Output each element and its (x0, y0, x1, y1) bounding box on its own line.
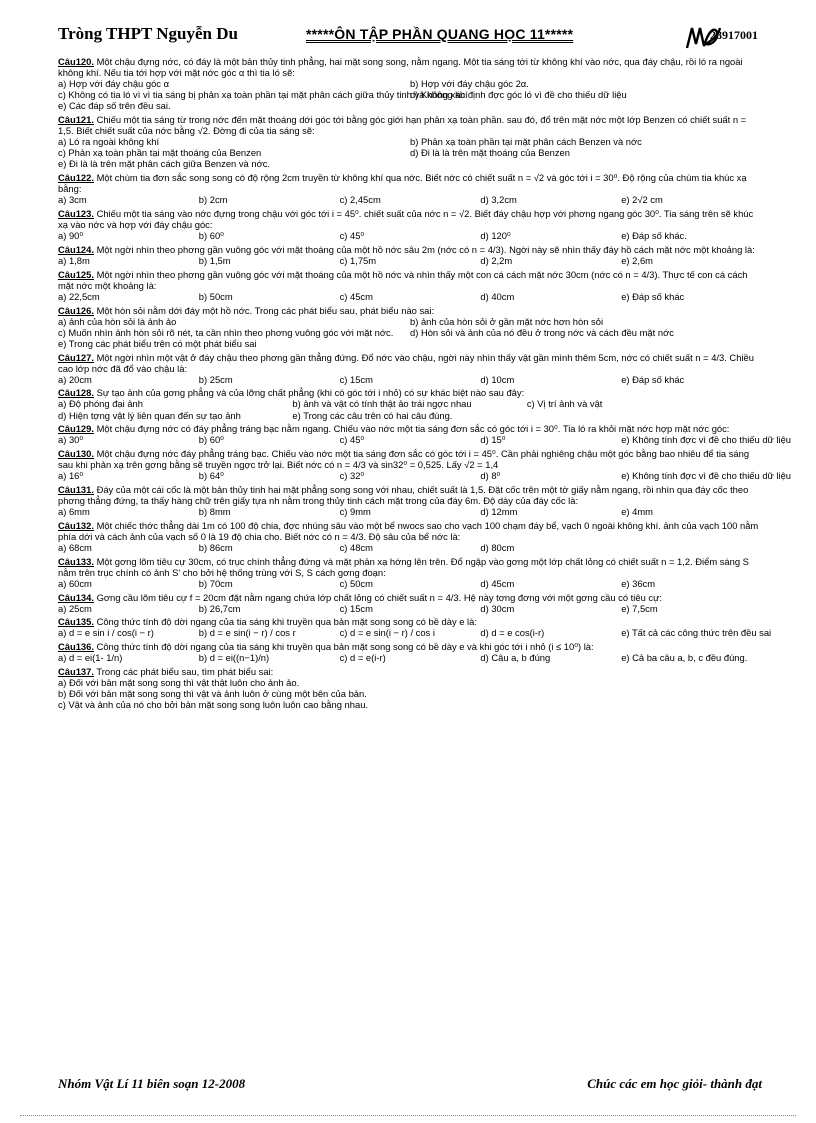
question-number: Câu125. (58, 268, 94, 280)
answer-option: b) 60⁰ (198, 230, 224, 242)
question-text: Công thức tính độ dời ngang của tia sáng khi truyền qua bản mặt song song có bề dày e là: (96, 616, 477, 628)
question-stem (58, 305, 762, 316)
answer-option: b) d = ei((n−1)/n) (198, 652, 270, 664)
answer-options (58, 542, 762, 553)
answer-option: e) Trong các phát biểu trên có một phát biểu sai (58, 337, 257, 349)
answer-option: e) Không tính đợc vì đề cho thiếu dữ liệu (621, 434, 792, 446)
answer-option: c) d = e sin(i − r) / cos i (339, 627, 435, 639)
answer-option: a) Đối với bản mặt song song thì vật thật luôn cho ảnh ảo. (58, 676, 300, 688)
question-text: Một chậu đựng nớc, có đáy là một bản thủy tinh phẳng, hai mặt song song, nằm ngang. Một tia sáng tới từ không khí vào nớc, qua đáy chậu, rồi ló ra ngoài không khí. Nếu tia tới hợp với mặt nớc góc α thì tia ló sẽ: (58, 56, 743, 79)
answer-option: a) 22,5cm (58, 290, 100, 302)
question-block (58, 387, 762, 420)
question-block (58, 269, 762, 302)
question-block (58, 641, 762, 663)
answer-options (58, 578, 762, 589)
answer-option: b) 60⁰ (198, 434, 224, 446)
answer-option: b) Phản xạ toàn phần tại mặt phân cách Benzen và nớc (410, 136, 642, 148)
answer-option: a) 6mm (58, 506, 90, 518)
answer-option: c) 9mm (339, 506, 371, 518)
question-number: Câu134. (58, 591, 94, 603)
question-stem (58, 666, 762, 677)
question-text: Công thức tính độ dời ngang của tia sáng khi truyền qua bản mặt song song có bề dày e và khi góc tới i nhỏ (i ≤ 10⁰) là: (96, 641, 594, 653)
answer-option: c) Muốn nhìn ảnh hòn sỏi rõ nét, ta cần nhìn theo phơng vuông góc với mặt nớc. (58, 326, 394, 338)
answer-options (58, 230, 762, 241)
answer-options (58, 627, 772, 639)
answer-option: c) 45cm (339, 290, 373, 302)
question-number: Câu131. (58, 483, 94, 495)
answer-option: d) Câu a, b đúng (480, 652, 551, 664)
answer-option: b) 50cm (198, 290, 233, 302)
question-stem (58, 592, 762, 603)
question-block (58, 172, 762, 205)
answer-option: e) Đáp số khác (621, 373, 685, 385)
document-title: *****ÔN TẬP PHẦN QUANG HỌC 11***** (306, 26, 574, 42)
answer-option: d) 80cm (480, 541, 515, 553)
question-block (58, 484, 762, 517)
question-number: Câu129. (58, 423, 94, 435)
question-stem (58, 208, 762, 230)
answer-option: c) 45⁰ (339, 434, 365, 446)
question-text: Một ngời nhìn theo phơng gần vuông góc với mặt thoáng của một hồ nớc sâu 2m (nớc có n = 4/3). Ngời này sẽ nhìn thấy đáy hồ cách mặt nớc một khoảng là: (96, 243, 755, 255)
answer-option: c) Phản xạ toàn phần tại mặt thoáng của Benzen (58, 147, 262, 159)
answer-option: b) 2cm (198, 194, 228, 206)
answer-options (58, 374, 762, 385)
answer-option: e) Cả ba câu a, b, c đều đúng. (621, 652, 748, 664)
question-number: Câu132. (58, 519, 94, 531)
answer-option: d) 3,2cm (480, 194, 517, 206)
answer-options (58, 677, 762, 710)
answer-option: c) 45⁰ (339, 230, 365, 242)
question-stem (58, 114, 762, 136)
answer-option: a) 90⁰ (58, 230, 84, 242)
question-text: Trong các phát biểu sau, tìm phát biểu sai: (96, 665, 274, 677)
question-stem (58, 520, 762, 542)
answer-option: e) Không tính đợc vì đề cho thiếu dữ liệu (621, 470, 792, 482)
question-block (58, 305, 762, 349)
question-text: Một ngời nhìn theo phơng gần vuông góc với mặt thoáng của một hồ nớc và nhìn thấy một con cá cách mặt nớc 30cm (nớc có n = 4/3). Thực tế con cá cách mặt nớc một khoảng là: (58, 268, 748, 291)
question-text: Đáy của một cái cốc là một bản thủy tinh hai mặt phẳng song song với nhau, chiết suất là 1,5. Đặt cốc trên một tờ giấy nằm ngang, rồi nhìn qua đáy cốc theo phơng thẳng đứng, ta thấy hàng chữ trên giấy tựa nh nằm trong thủy tinh cách mặt trong của đáy 6m. Độ dày của đáy cốc là: (58, 483, 749, 506)
answer-option: d) 2,2m (480, 254, 513, 266)
answer-option: d) 8⁰ (480, 470, 501, 482)
answer-option: a) 25cm (58, 602, 92, 614)
answer-option: a) d = e sin i / cos(i − r) (58, 627, 154, 639)
answer-option (621, 542, 762, 553)
answer-option: a) Hợp với đáy chậu góc α (58, 78, 169, 90)
answer-option: e) 4mm (621, 506, 653, 518)
answer-option: b) 26,7cm (198, 602, 241, 614)
answer-option: e) Đáp số khác (621, 290, 685, 302)
question-list (58, 56, 792, 713)
school-name: Tròng THPT Nguyễn Du (58, 24, 238, 43)
question-number: Câu122. (58, 172, 94, 184)
question-block (58, 616, 772, 639)
question-stem (58, 172, 762, 194)
question-stem (58, 244, 762, 255)
question-text: Một ngời nhìn một vật ở đáy chậu theo phơng gần thẳng đứng. Đổ nớc vào chậu, ngời này nhìn thấy vật gần mình thêm 5cm, nớc có chiết suất n = 4/3. Chiều cao lớp nớc đã đổ vào chậu là: (58, 351, 754, 374)
question-stem (58, 423, 762, 434)
answer-option: a) 1,8m (58, 254, 90, 266)
question-stem (58, 352, 762, 374)
answer-options (58, 291, 762, 302)
answer-option: c) 2,45cm (339, 194, 381, 206)
answer-option: a) 68cm (58, 541, 92, 553)
answer-option: d) 30cm (480, 602, 515, 614)
question-stem (58, 556, 762, 578)
question-block (58, 666, 762, 710)
answer-option: c) Không có tia ló vì vì tia sáng bị phản xạ toàn phần tại mặt phân cách giữa thủy tinh và không khí (58, 89, 468, 101)
answer-options (58, 470, 792, 482)
answer-option: e) 36cm (621, 577, 656, 589)
question-stem (58, 616, 762, 627)
question-number: Câu136. (58, 641, 94, 653)
answer-options (58, 316, 762, 349)
question-stem (58, 484, 762, 506)
question-number: Câu126. (58, 304, 94, 316)
question-number: Câu133. (58, 555, 94, 567)
answer-option: e) 7,5cm (621, 602, 658, 614)
answer-option: e) Đi là là trên mặt phân cách giữa Benzen và nớc. (58, 158, 271, 170)
answer-options (58, 398, 762, 420)
answer-option: c) 15cm (339, 602, 373, 614)
answer-option: e) Đáp số khác. (621, 230, 687, 242)
question-stem (58, 448, 762, 470)
answer-options (58, 506, 762, 517)
answer-option: c) 1,75m (339, 254, 377, 266)
answer-option: b) ảnh của hòn sỏi ở gần mặt nớc hơn hòn sỏi (410, 315, 604, 327)
answer-option: a) 3cm (58, 194, 87, 206)
question-text: Chiếu một tia sáng vào nớc đựng trong chậu với góc tới i = 45⁰. chiết suất của nớc n = √2. Biết đáy chậu hợp với phơng ngang góc 30⁰. Tia sáng trên sẽ khúc xạ vào nớc và hợp với đáy chậu góc: (58, 208, 754, 231)
answer-option: a) 16⁰ (58, 470, 84, 482)
question-stem (58, 641, 762, 652)
answer-option: b) Đối với bản mặt song song thì vật và ảnh luôn ở cùng một bên của bản. (58, 688, 367, 700)
answer-option: d) 12mm (480, 506, 518, 518)
question-number: Câu121. (58, 114, 94, 126)
question-number: Câu123. (58, 208, 94, 219)
answer-option: c) d = e(i-r) (339, 652, 386, 664)
question-block (58, 556, 762, 589)
answer-option: a) 30⁰ (58, 434, 84, 446)
question-text: Một gơng lõm tiêu cự 30cm, có trục chính thẳng đứng và mặt phản xạ hớng lên trên. Đổ ngập vào gơng một lớp chất lỏng có chiết suất n = 1,2. Điểm sáng S nằm trên trục chính có ảnh S' cho bởi hệ thống trùng với S, S cách gơng đoạn: (58, 555, 749, 578)
question-number: Câu137. (58, 665, 94, 677)
answer-option: d) 45cm (480, 577, 515, 589)
answer-option: e) 2,6m (621, 254, 653, 266)
answer-options (58, 78, 762, 111)
question-text: Một hòn sỏi nằm dới đáy một hồ nớc. Trong các phát biểu sau, phát biểu nào sai: (96, 304, 435, 316)
question-text: Một chậu đựng nớc có đáy phẳng tráng bạc nằm ngang. Chiếu vào nớc một tia sáng đơn sắc có góc tới i = 30⁰. Tia ló ra khỏi mặt nớc hợp mặt nớc góc: (96, 423, 730, 435)
answer-option: b) 8mm (198, 506, 231, 518)
answer-options (58, 136, 762, 169)
question-stem (58, 56, 762, 78)
answer-option: b) 25cm (198, 373, 233, 385)
question-block (58, 56, 762, 111)
answer-option: c) Vị trí ảnh và vật (526, 398, 603, 410)
answer-option: b) 70cm (198, 577, 233, 589)
question-block (58, 520, 762, 553)
answer-option: b) 64⁰ (198, 470, 224, 482)
answer-option: e) Tất cả các công thức trên đều sai (621, 627, 772, 639)
question-block (58, 448, 792, 482)
answer-options (58, 194, 762, 205)
question-block (58, 208, 762, 241)
question-block (58, 352, 762, 385)
answer-option: d) 40cm (480, 290, 515, 302)
answer-option: d) 120⁰ (480, 230, 511, 242)
answer-option: b) d = e sin(i − r) / cos r (198, 627, 296, 639)
answer-option: b) 1,5m (198, 254, 231, 266)
answer-option: a) Ló ra ngoài không khí (58, 136, 160, 148)
answer-option: d) 15⁰ (480, 434, 506, 446)
answer-option: b) ảnh và vật có tính thật ảo trái ngợc nhau (292, 398, 472, 410)
answer-option: a) ảnh của hòn sỏi là ảnh ảo (58, 315, 177, 327)
page-header (58, 20, 758, 54)
question-text: Sự tạo ảnh của gơng phẳng và của lỡng chất phẳng (khi có góc tới i nhỏ) có sự khác biệt nào sau đây: (96, 387, 525, 399)
question-block (58, 423, 792, 446)
question-text: Một chùm tia đơn sắc song song có độ rộng 2cm truyền từ không khí qua nớc. Biết nớc có chiết suất n = √2 và góc tới i = 30⁰. Độ rộng của chùm tia khúc xạ bằng: (58, 172, 747, 195)
document-code: 28917001 (710, 28, 758, 42)
answer-option: d) Đi là là trên mặt thoáng của Benzen (410, 147, 570, 159)
question-text: Chiếu một tia sáng từ trong nớc đến mặt thoáng dới góc tới bằng góc giới hạn phản xạ toàn phần. sau đó, đổ trên mặt nớc một lớp Benzen có chiết suất n = 1,5. Biết chiết suất của nớc bằng √2. Đờng đi của tia sáng sẽ: (58, 114, 747, 137)
answer-option: a) Độ phóng đại ảnh (58, 398, 143, 410)
question-number: Câu120. (58, 56, 94, 67)
answer-option: a) d = ei(1- 1/n) (58, 652, 123, 664)
answer-option: d) Hiện tợng vật lý liên quan đến sự tạo ảnh (58, 409, 241, 421)
question-number: Câu130. (58, 448, 94, 460)
question-block (58, 244, 762, 266)
answer-option: d) 10cm (480, 373, 515, 385)
question-number: Câu127. (58, 351, 94, 363)
footer-right: Chúc các em học giỏi- thành đạt (587, 1076, 762, 1091)
answer-option: c) 50cm (339, 577, 373, 589)
page-footer (58, 1076, 762, 1092)
answer-option: a) 20cm (58, 373, 92, 385)
answer-option: b) 86cm (198, 541, 233, 553)
question-number: Câu135. (58, 616, 94, 628)
question-text: Một chiếc thớc thẳng dài 1m có 100 độ chia, đợc nhúng sâu vào một bể nwocs sao cho vạch 100 chạm đáy bể, vạch 0 ngoài không khí. ảnh của vạch 100 nằm phía dới và cách ảnh của vạch số 0 là 19 độ chia cho. Biết nớc có n = 4/3. Độ sâu của bể nớc là: (58, 519, 759, 542)
question-block (58, 114, 762, 169)
answer-option: b) Hợp với đáy chậu góc 2α. (410, 78, 529, 90)
answer-option: e) Các đáp số trên đều sai. (58, 100, 171, 112)
answer-option: c) 15cm (339, 373, 373, 385)
footer-left: Nhóm Vật Lí 11 biên soạn 12-2008 (58, 1076, 246, 1091)
answer-option: c) 48cm (339, 541, 373, 553)
question-number: Câu128. (58, 387, 94, 399)
answer-option: d) d = e cos(i-r) (480, 627, 545, 639)
answer-option: d) Không xác định đợc góc ló vì đề cho thiếu dữ liệu (410, 89, 627, 101)
question-text: Gơng cầu lõm tiêu cự f = 20cm đặt nằm ngang chứa lớp chất lỏng có chiết suất n = 4/3. Hệ này tơng đơng với một gơng cầu có tiêu cự: (96, 591, 662, 603)
question-number: Câu124. (58, 243, 94, 255)
question-stem (58, 269, 762, 291)
question-text: Một chậu đựng nớc đáy phẳng tráng bạc. Chiếu vào nớc một tia sáng đơn sắc có góc tới i = 45⁰. Cần phải nghiêng chậu một góc bằng bao nhiêu để tia sáng sau khi phản xạ trên gơng bằng sẽ truyền ngợc trở lại. Biết nớc có n = 4/3 và sin32⁰ = 0,525. Lấy √2 = 1,4 (58, 448, 750, 471)
answer-option: d) Hòn sỏi và ảnh của nó đều ở trong nớc và cách đều mặt nớc (410, 326, 674, 338)
answer-options (58, 255, 762, 266)
answer-option: c) 32⁰ (339, 470, 365, 482)
answer-option: e) 2√2 cm (621, 194, 663, 206)
answer-options (58, 652, 762, 663)
answer-options (58, 603, 762, 614)
answer-option: c) Vật và ảnh của nó cho bởi bản mặt song song luôn luôn cao bằng nhau. (58, 699, 369, 711)
answer-option: e) Trong các câu trên có hai câu đúng. (292, 409, 453, 421)
bottom-divider (20, 1115, 796, 1116)
answer-option: a) 60cm (58, 577, 92, 589)
answer-options (58, 434, 792, 446)
question-block (58, 592, 762, 614)
question-stem (58, 387, 762, 398)
